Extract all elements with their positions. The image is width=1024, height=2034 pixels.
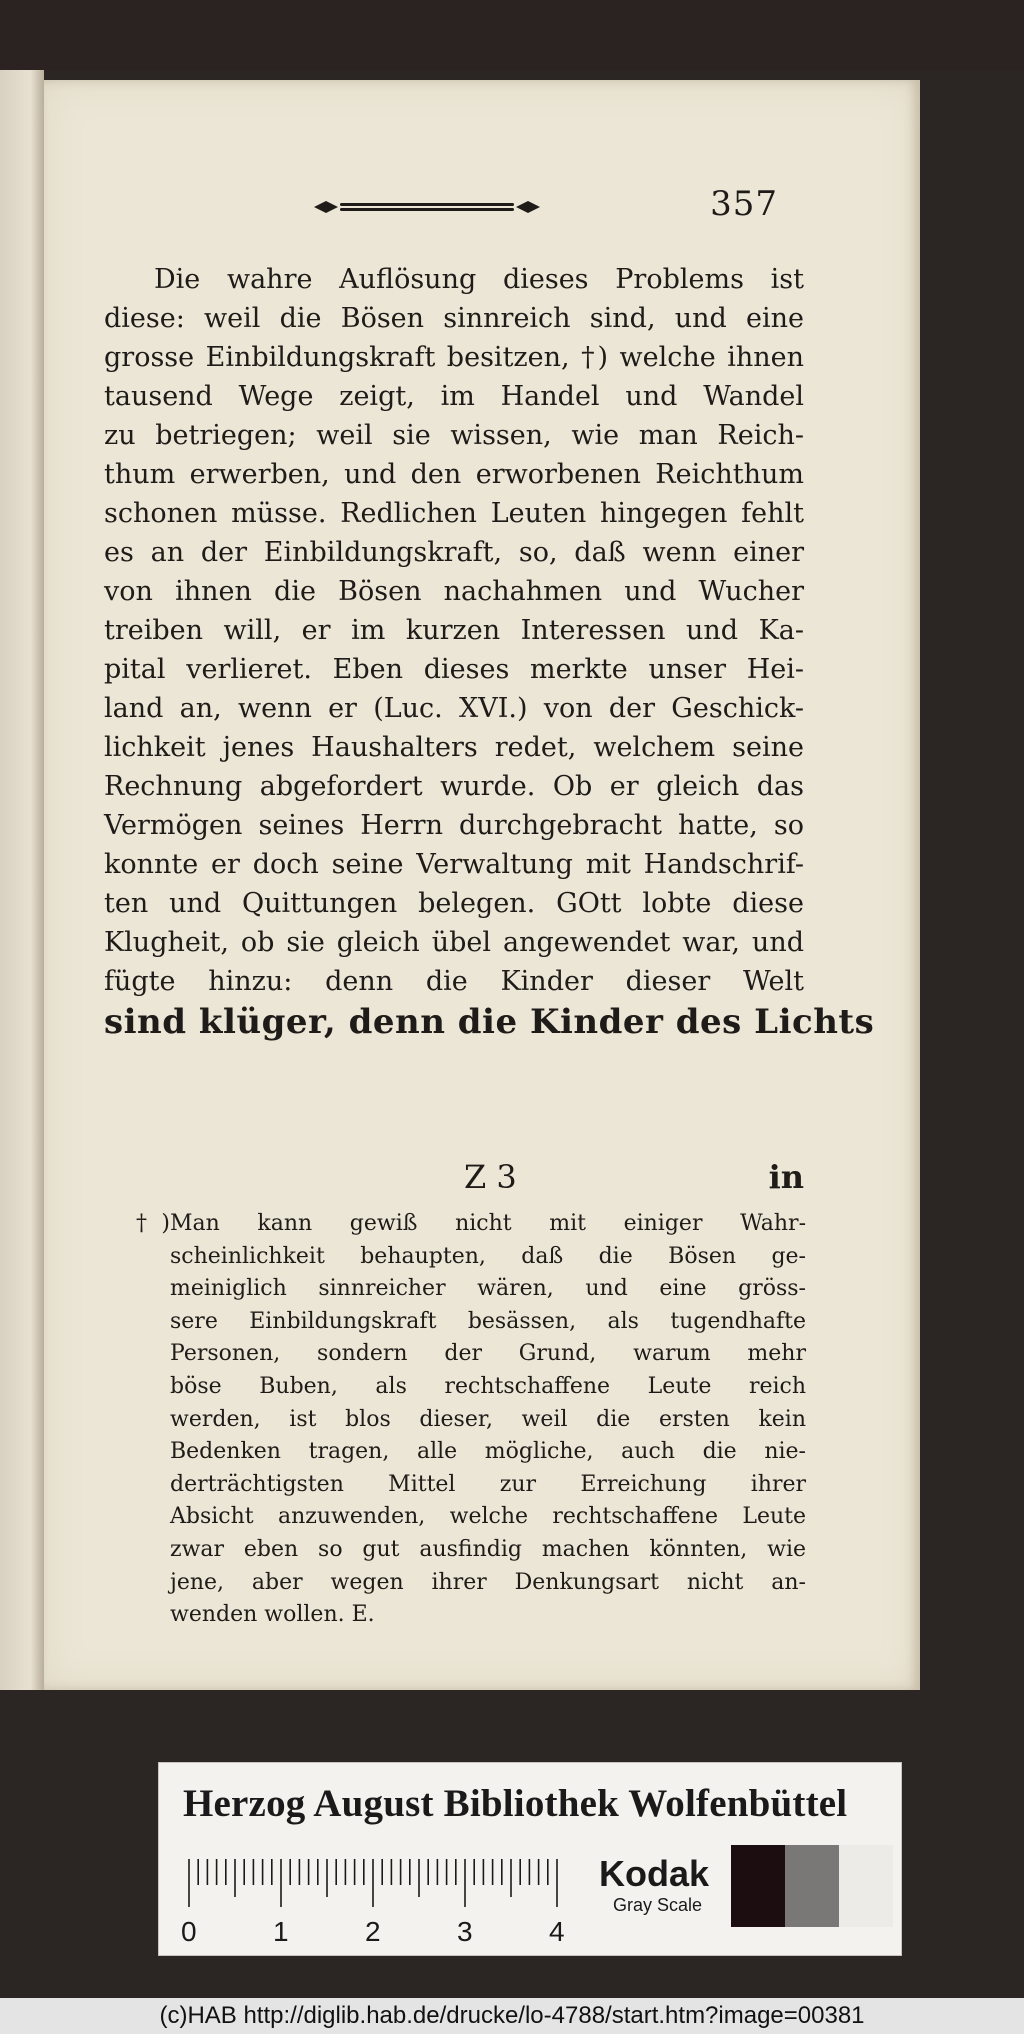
- text-line-emphasis: sind klüger, denn die Kinder des Lichts: [104, 1002, 875, 1042]
- text-line: lichkeit jenes Haushalters redet, welchem seine: [104, 732, 804, 763]
- signature-row: [104, 1158, 804, 1198]
- text-line: tausend Wege zeigt, im Handel und Wandel: [104, 381, 804, 412]
- text-line: treiben will, er im kurzen Interessen und Ka-: [104, 615, 804, 646]
- footnote-line: derträchtigsten Mittel zur Erreichung ihrer: [170, 1471, 806, 1497]
- footer-copyright: (c)HAB http://diglib.hab.de/drucke/lo-4788/start.htm?image=00381: [0, 1998, 1024, 2034]
- facing-page-edge: [0, 70, 44, 1690]
- ruler-number: 3: [457, 1916, 473, 1947]
- footnote-line: Bedenken tragen, alle mögliche, auch die nie-: [170, 1439, 806, 1465]
- text-line: Rechnung abgefordert wurde. Ob er gleich das: [104, 771, 804, 802]
- text-line: Vermögen seines Herrn durchgebracht hatte, so: [104, 810, 804, 841]
- footnote-line: zwar eben so gut ausfindig machen könnten, wie: [170, 1536, 806, 1562]
- text-line: Die wahre Auflösung dieses Problems ist: [154, 264, 804, 295]
- header-ornament: [312, 192, 542, 222]
- footnote-line: [136, 1208, 806, 1241]
- footnote-line: Absicht anzuwenden, welche rechtschaffene Leute: [170, 1504, 806, 1530]
- ruler-number: 0: [181, 1916, 197, 1947]
- gray-scale-label: Gray Scale: [613, 1895, 703, 1915]
- footnote-line: sere Einbildungskraft besässen, als tugendhafte: [170, 1308, 806, 1334]
- text-line: fügte hinzu: denn die Kinder dieser Welt: [104, 966, 804, 997]
- text-line: es an der Einbildungskraft, so, daß wenn einer: [104, 537, 804, 568]
- ruler-number: 1: [273, 1916, 289, 1947]
- gray-patch-dark: [731, 1845, 785, 1927]
- footnote: [136, 1208, 806, 1632]
- book-page: [44, 80, 920, 1690]
- body-text: [104, 260, 875, 1043]
- gray-patch-mid: [785, 1845, 839, 1927]
- text-line: grosse Einbildungskraft besitzen, †) welche ihnen: [104, 342, 804, 373]
- text-line: diese: weil die Bösen sinnreich sind, und eine: [104, 303, 804, 334]
- text-line: land an, wenn er (Luc. XVI.) von der Geschick-: [104, 693, 804, 724]
- gray-patch-light: [839, 1845, 893, 1927]
- color-target-card: [158, 1762, 902, 1956]
- page-number: 357: [710, 184, 778, 224]
- footnote-line-text: Man kann gewiß nicht mit einiger Wahr-: [170, 1211, 806, 1236]
- ruler-number: 4: [549, 1916, 565, 1947]
- footnote-line: Personen, sondern der Grund, warum mehr: [170, 1341, 806, 1367]
- text-line: schonen müsse. Redlichen Leuten hingegen fehlt: [104, 498, 804, 529]
- footnote-line: werden, ist blos dieser, weil die ersten kein: [170, 1406, 806, 1432]
- signature-mark: Z 3: [464, 1158, 517, 1196]
- footnote-line: meiniglich sinnreicher wären, und eine gröss-: [170, 1276, 806, 1302]
- gray-scale-patches: [731, 1845, 893, 1927]
- kodak-logo: Kodak: [599, 1853, 710, 1894]
- scale-ruler: [181, 1855, 567, 1947]
- footnote-line: wenden wollen. E.: [170, 1602, 375, 1628]
- text-line: pital verlieret. Eben dieses merkte unser Hei-: [104, 654, 804, 685]
- text-line: thum erwerben, und den erworbenen Reichthum: [104, 459, 804, 490]
- text-line: Klugheit, ob sie gleich übel angewendet war, und: [104, 927, 804, 958]
- footnote-line: scheinlichkeit behaupten, daß die Bösen ge-: [170, 1243, 806, 1269]
- footnote-marker: †): [136, 1211, 170, 1236]
- footnote-line: böse Buben, als rechtschaffene Leute reich: [170, 1373, 806, 1399]
- text-line: von ihnen die Bösen nachahmen und Wucher: [104, 576, 804, 607]
- page-header: [44, 184, 920, 244]
- text-line: konnte er doch seine Verwaltung mit Handschrif-: [104, 849, 804, 880]
- text-line: zu betriegen; weil sie wissen, wie man Reich-: [104, 420, 804, 451]
- footnote-line: jene, aber wegen ihrer Denkungsart nicht an-: [170, 1569, 806, 1595]
- library-name: Herzog August Bibliothek Wolfenbüttel: [183, 1782, 848, 1825]
- catchword: in: [768, 1158, 804, 1196]
- ruler-number: 2: [365, 1916, 381, 1947]
- text-line: ten und Quittungen belegen. GOtt lobte diese: [104, 888, 804, 919]
- scan-background: [0, 0, 1024, 70]
